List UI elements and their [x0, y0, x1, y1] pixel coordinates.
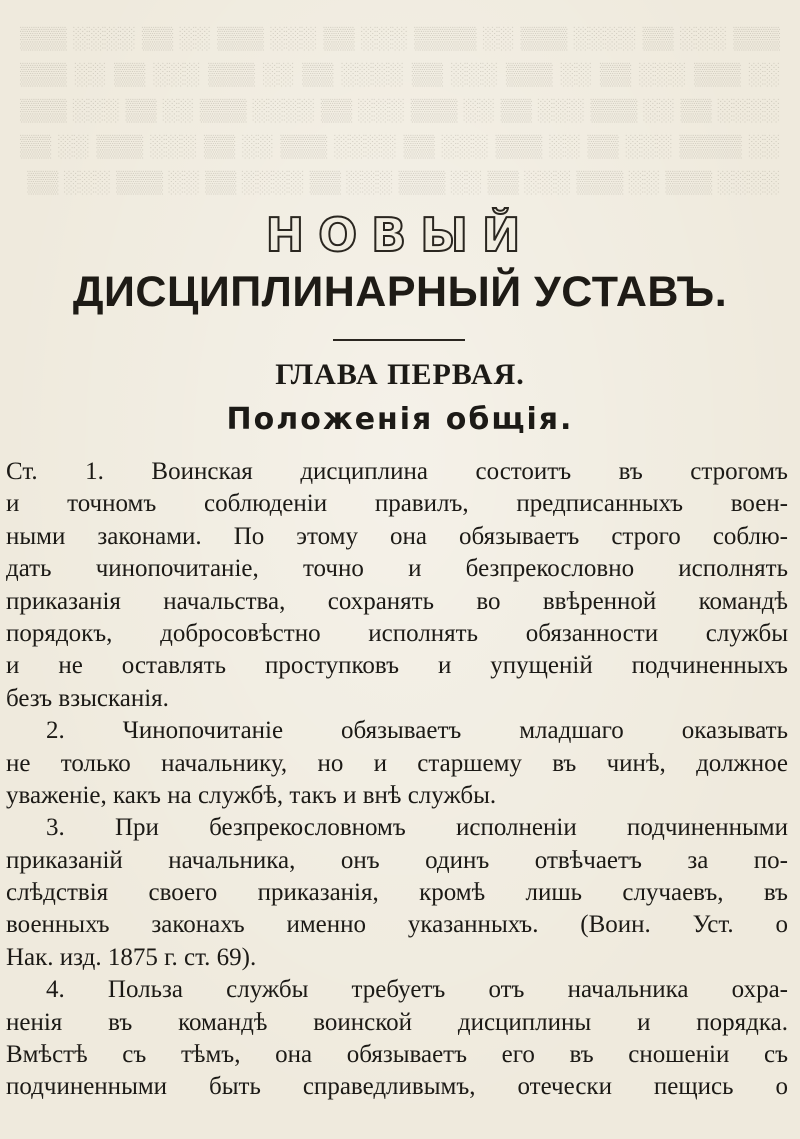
text-line: слѣдствія своего приказанія, кромѣ лишь случаевъ, въ	[6, 879, 788, 907]
section-heading: Положенія общія.	[226, 402, 574, 437]
text-line: 4. Польза службы требуетъ отъ начальника охра-	[46, 976, 788, 1004]
text-line: порядокъ, добросовѣстно исполнять обязанности службы	[6, 619, 788, 647]
text-line: Нак. изд. 1875 г. ст. 69).	[6, 943, 257, 971]
bleed-through-texture: ▒▒▒ ░░░ ▒▒ ░░░░ ▒▒▒ ░░ ▒▒▒▒ ░░░ ▒▒ ░░░ ▒▒▒ ░░ ▒▒ ░░░░ ▒▒▒ ░░ ▒▒▒ ░░░ ▒▒ ░░ ▒▒▒ ░░░ ▒▒ ░░░░ ▒▒ ░░ ▒▒▒ ░░░ ▒▒ ░░ ▒▒▒ ░░░░ ▒▒ ░░ ▒▒▒ ░░░ ▒▒ ░░ ▒▒▒ ░░░ ▒▒ ░░░░ ▒▒▒ ░░ ▒▒ ░░░ ▒▒▒ ░░ ▒▒▒▒ ░░░ ▒▒ ░░ ▒▒▒ ░░░ ▒▒ ░░░░ ▒▒▒ ░░ ▒▒ ░░░ ▒▒▒ ░░ ▒▒ ░░░░ ▒▒▒ ░░ ▒▒▒ ░░░ ▒▒ ░░ ▒▒▒ ░░░ ▒▒ ░░░░ ▒▒ ░░ ▒▒▒ ░░░ ▒▒	[20, 25, 780, 194]
chapter-heading: ГЛАВА ПЕРВАЯ.	[275, 358, 525, 391]
text-line: подчиненными быть справедливымъ, отечески пещись о	[6, 1073, 788, 1101]
text-line: ными законами. По этому она обязываетъ строго соблю-	[6, 522, 788, 550]
text-line: безъ взысканія.	[6, 684, 169, 712]
text-line: 2. Чинопочитаніе обязываетъ младшаго оказывать	[46, 717, 788, 745]
text-line: Ст. 1. Воинская дисциплина состоитъ въ строгомъ	[6, 458, 788, 485]
title-main: ДИСЦИПЛИНАРНЫЙ УСТАВЪ.	[72, 268, 728, 316]
body-text	[6, 456, 788, 1104]
text-line: Вмѣстѣ съ тѣмъ, она обязываетъ его въ сношеніи съ	[6, 1041, 788, 1069]
divider	[333, 339, 465, 341]
text-line: и точномъ соблюденіи правилъ, предписанныхъ воен-	[6, 490, 788, 518]
text-line: приказаній начальника, онъ одинъ отвѣчаетъ за по-	[6, 846, 788, 874]
text-line: дать чинопочитаніе, точно и безпрекословно исполнять	[6, 555, 788, 583]
text-line: военныхъ законахъ именно указанныхъ. (Воин. Уст. о	[6, 911, 788, 939]
text-line: не только начальнику, но и старшему въ чинѣ, должное	[6, 749, 788, 777]
text-line: ненія въ командѣ воинской дисциплины и порядка.	[6, 1008, 788, 1036]
text-line: уваженіе, какъ на службѣ, такъ и внѣ службы.	[6, 781, 497, 809]
text-line: 3. При безпрекословномъ исполненіи подчиненными	[46, 814, 788, 842]
title-top: НОВЫЙ	[265, 208, 535, 262]
text-line: и не оставлять проступковъ и упущеній подчиненныхъ	[6, 652, 788, 680]
text-line: приказанія начальства, сохранять во ввѣренной командѣ	[6, 587, 788, 615]
